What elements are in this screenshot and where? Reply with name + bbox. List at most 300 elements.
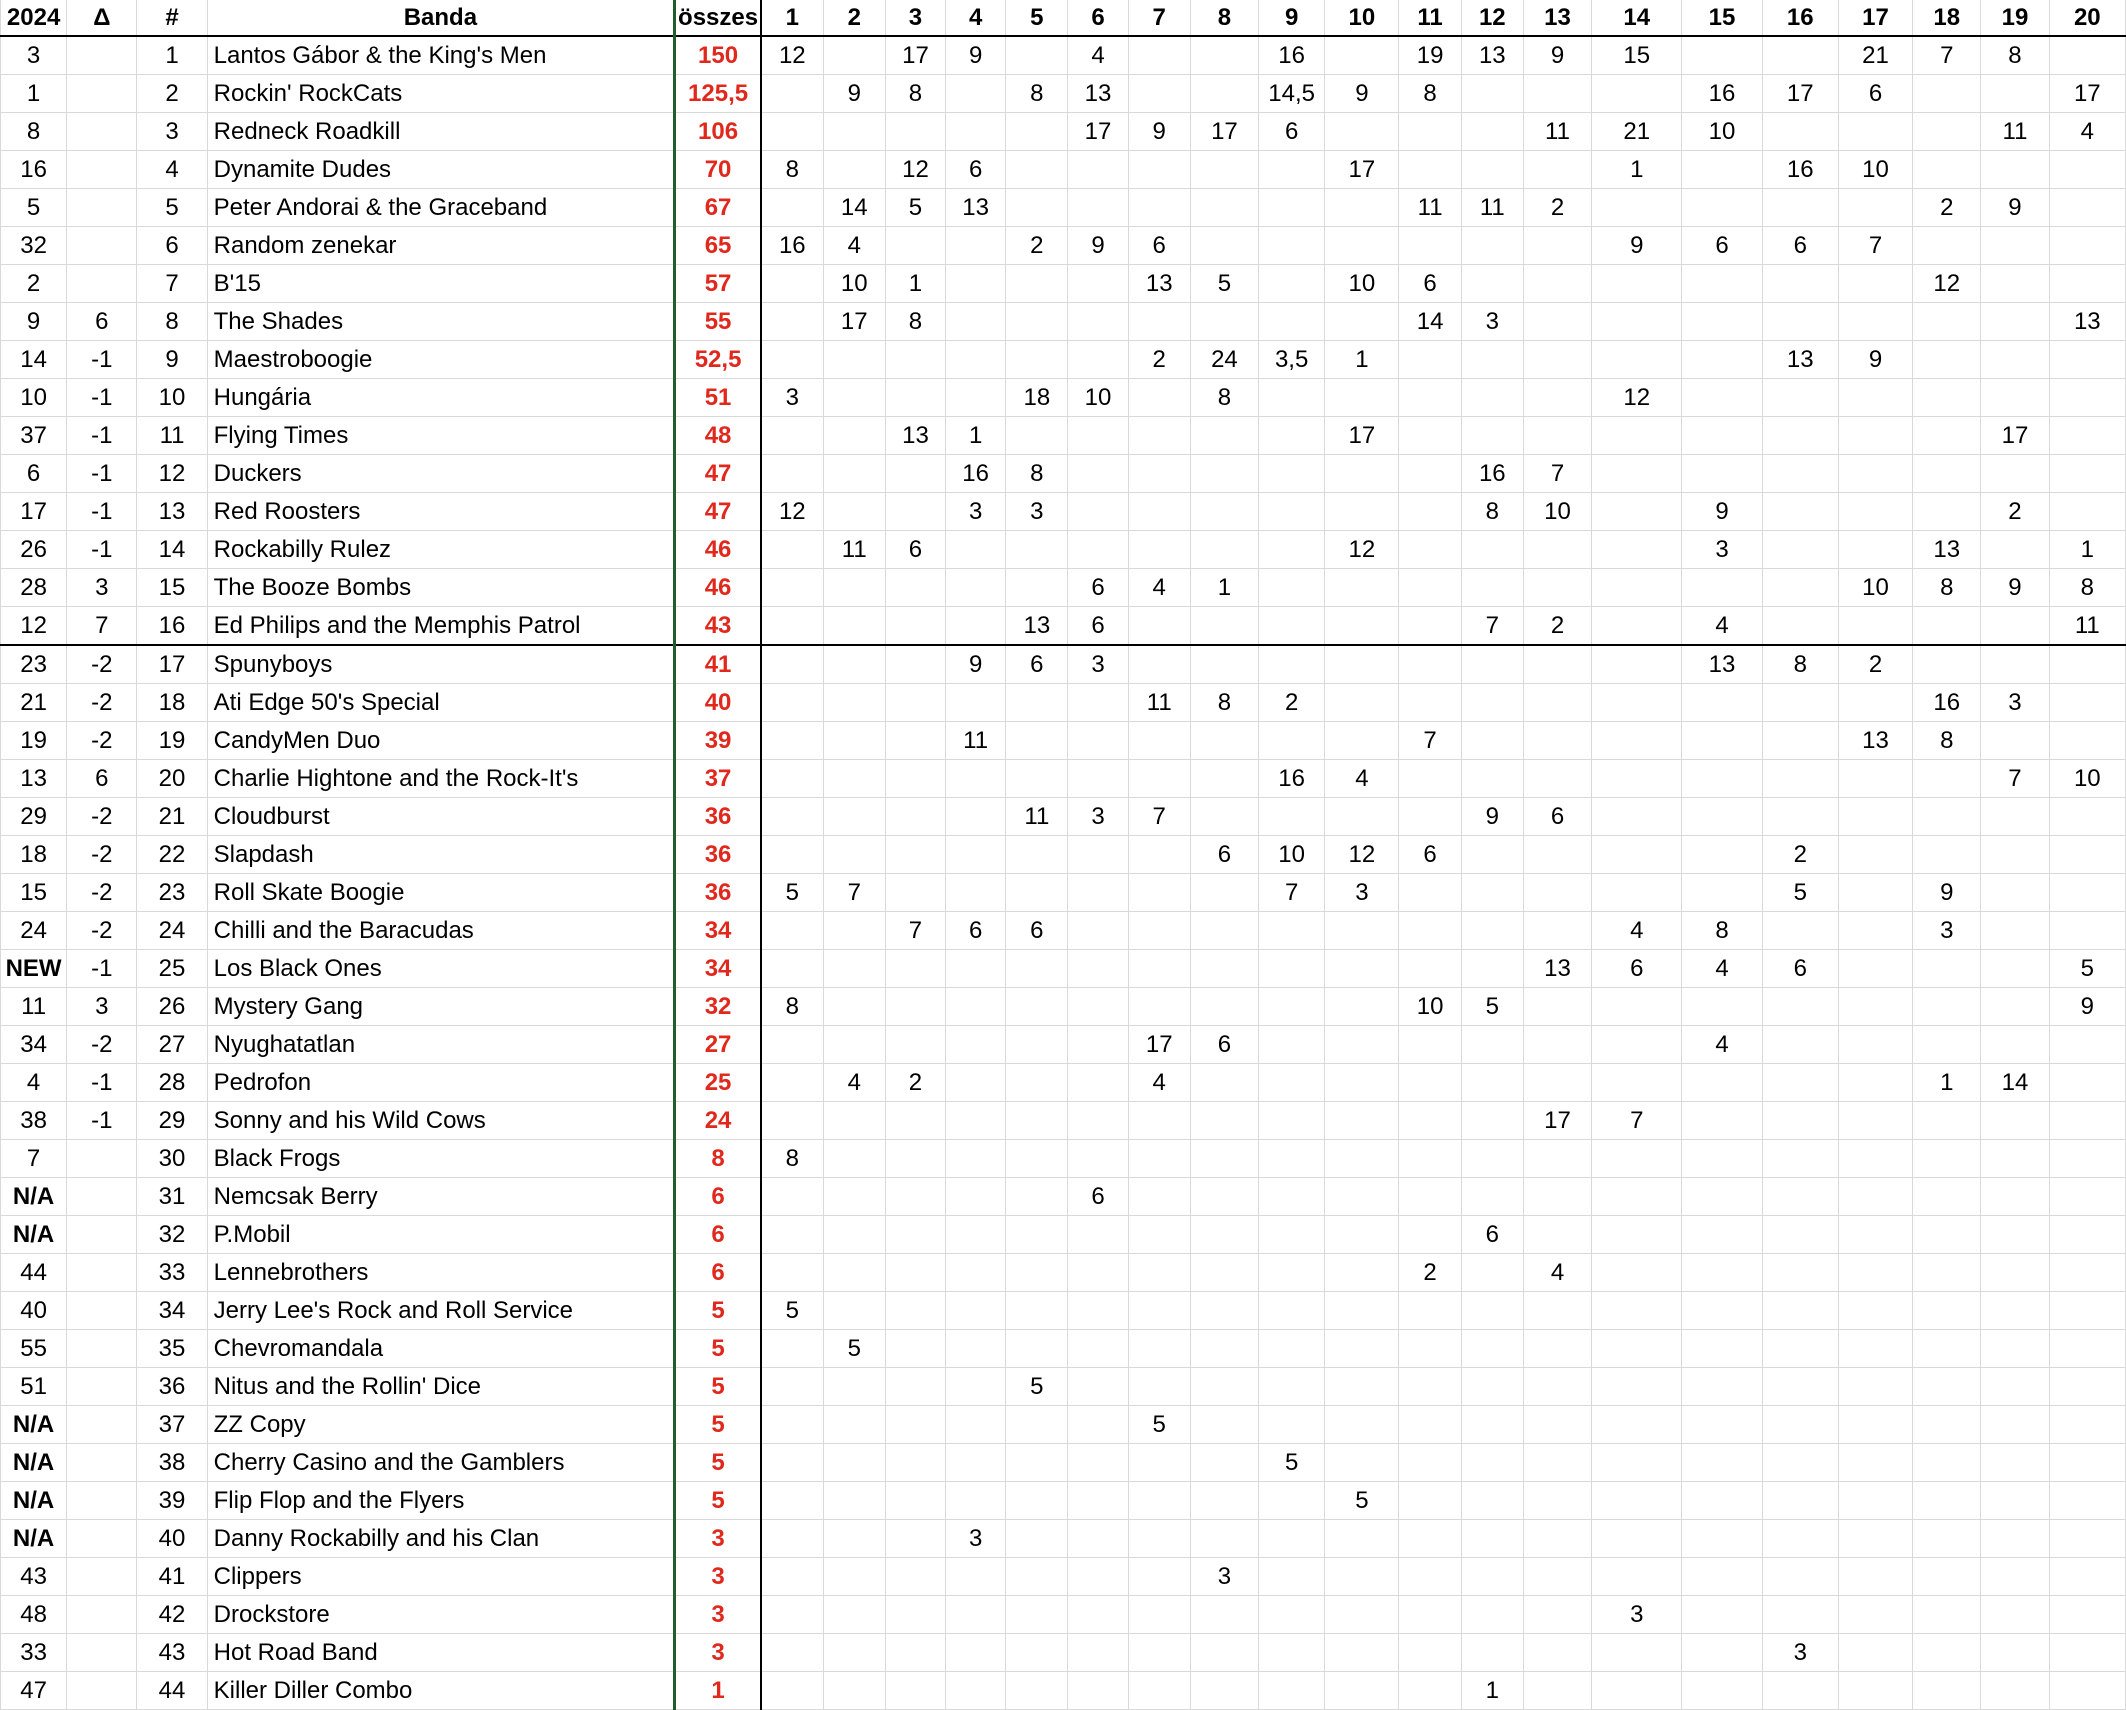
cell-round-15[interactable]: 4 bbox=[1682, 950, 1762, 988]
cell-round-17[interactable] bbox=[1838, 1520, 1912, 1558]
cell-round-5[interactable]: 3 bbox=[1006, 493, 1068, 531]
cell-round-15[interactable]: 6 bbox=[1682, 227, 1762, 265]
cell-delta[interactable] bbox=[67, 1216, 137, 1254]
cell-round-4[interactable] bbox=[946, 75, 1006, 113]
cell-round-15[interactable] bbox=[1682, 151, 1762, 189]
cell-round-12[interactable] bbox=[1461, 341, 1523, 379]
cell-round-15[interactable] bbox=[1682, 303, 1762, 341]
cell-delta[interactable] bbox=[67, 1672, 137, 1710]
cell-prev-year[interactable]: 37 bbox=[1, 417, 67, 455]
cell-round-17[interactable] bbox=[1838, 836, 1912, 874]
cell-round-4[interactable] bbox=[946, 684, 1006, 722]
cell-round-5[interactable]: 8 bbox=[1006, 455, 1068, 493]
cell-round-1[interactable] bbox=[761, 1178, 823, 1216]
cell-band[interactable]: Danny Rockabilly and his Clan bbox=[207, 1520, 675, 1558]
cell-prev-year[interactable]: 13 bbox=[1, 760, 67, 798]
cell-round-9[interactable]: 14,5 bbox=[1259, 75, 1325, 113]
cell-round-4[interactable] bbox=[946, 798, 1006, 836]
header-round-14[interactable]: 14 bbox=[1592, 0, 1682, 36]
cell-round-5[interactable] bbox=[1006, 341, 1068, 379]
cell-round-13[interactable] bbox=[1523, 303, 1591, 341]
cell-round-1[interactable] bbox=[761, 684, 823, 722]
cell-round-6[interactable] bbox=[1068, 1596, 1128, 1634]
cell-round-16[interactable] bbox=[1762, 1482, 1838, 1520]
cell-round-6[interactable] bbox=[1068, 1406, 1128, 1444]
cell-band[interactable]: Ed Philips and the Memphis Patrol bbox=[207, 607, 675, 646]
cell-prev-year[interactable]: 40 bbox=[1, 1292, 67, 1330]
cell-rank[interactable]: 17 bbox=[137, 645, 207, 684]
cell-total[interactable]: 3 bbox=[675, 1558, 761, 1596]
cell-round-5[interactable] bbox=[1006, 874, 1068, 912]
cell-round-16[interactable] bbox=[1762, 379, 1838, 417]
header-round-4[interactable]: 4 bbox=[946, 0, 1006, 36]
header-round-18[interactable]: 18 bbox=[1913, 0, 1981, 36]
cell-round-18[interactable] bbox=[1913, 1558, 1981, 1596]
cell-round-5[interactable]: 11 bbox=[1006, 798, 1068, 836]
cell-round-20[interactable] bbox=[2049, 645, 2125, 684]
cell-round-6[interactable]: 13 bbox=[1068, 75, 1128, 113]
cell-band[interactable]: Flying Times bbox=[207, 417, 675, 455]
cell-round-13[interactable] bbox=[1523, 265, 1591, 303]
cell-round-17[interactable] bbox=[1838, 455, 1912, 493]
cell-round-10[interactable] bbox=[1325, 950, 1399, 988]
cell-rank[interactable]: 31 bbox=[137, 1178, 207, 1216]
cell-round-6[interactable] bbox=[1068, 189, 1128, 227]
cell-round-11[interactable] bbox=[1399, 455, 1461, 493]
cell-total[interactable]: 47 bbox=[675, 455, 761, 493]
cell-round-7[interactable]: 13 bbox=[1128, 265, 1190, 303]
cell-round-19[interactable] bbox=[1981, 1672, 2049, 1710]
cell-round-20[interactable] bbox=[2049, 341, 2125, 379]
cell-band[interactable]: Lantos Gábor & the King's Men bbox=[207, 36, 675, 75]
cell-round-3[interactable] bbox=[885, 1026, 945, 1064]
cell-delta[interactable]: -2 bbox=[67, 874, 137, 912]
cell-round-15[interactable] bbox=[1682, 1216, 1762, 1254]
cell-round-3[interactable] bbox=[885, 455, 945, 493]
cell-round-14[interactable] bbox=[1592, 303, 1682, 341]
cell-round-13[interactable] bbox=[1523, 379, 1591, 417]
cell-rank[interactable]: 44 bbox=[137, 1672, 207, 1710]
cell-total[interactable]: 5 bbox=[675, 1444, 761, 1482]
cell-round-5[interactable] bbox=[1006, 303, 1068, 341]
cell-round-11[interactable] bbox=[1399, 1558, 1461, 1596]
cell-round-8[interactable] bbox=[1190, 1102, 1258, 1140]
cell-round-16[interactable] bbox=[1762, 493, 1838, 531]
cell-round-13[interactable] bbox=[1523, 645, 1591, 684]
cell-total[interactable]: 39 bbox=[675, 722, 761, 760]
cell-round-14[interactable] bbox=[1592, 1444, 1682, 1482]
cell-round-7[interactable] bbox=[1128, 836, 1190, 874]
cell-rank[interactable]: 43 bbox=[137, 1634, 207, 1672]
cell-round-15[interactable]: 4 bbox=[1682, 1026, 1762, 1064]
cell-round-17[interactable] bbox=[1838, 1216, 1912, 1254]
cell-band[interactable]: Rockabilly Rulez bbox=[207, 531, 675, 569]
cell-round-11[interactable] bbox=[1399, 1216, 1461, 1254]
cell-round-4[interactable] bbox=[946, 531, 1006, 569]
cell-round-5[interactable]: 6 bbox=[1006, 912, 1068, 950]
cell-delta[interactable] bbox=[67, 1368, 137, 1406]
cell-round-10[interactable] bbox=[1325, 607, 1399, 646]
cell-round-7[interactable] bbox=[1128, 1672, 1190, 1710]
cell-round-4[interactable] bbox=[946, 1558, 1006, 1596]
cell-round-12[interactable]: 6 bbox=[1461, 1216, 1523, 1254]
cell-round-20[interactable]: 11 bbox=[2049, 607, 2125, 646]
cell-round-15[interactable] bbox=[1682, 1102, 1762, 1140]
cell-round-14[interactable] bbox=[1592, 569, 1682, 607]
cell-round-2[interactable] bbox=[823, 1558, 885, 1596]
cell-delta[interactable]: -2 bbox=[67, 684, 137, 722]
cell-round-7[interactable] bbox=[1128, 988, 1190, 1026]
cell-round-5[interactable] bbox=[1006, 151, 1068, 189]
cell-round-7[interactable] bbox=[1128, 1292, 1190, 1330]
cell-round-4[interactable] bbox=[946, 1178, 1006, 1216]
cell-round-14[interactable] bbox=[1592, 722, 1682, 760]
cell-round-6[interactable] bbox=[1068, 151, 1128, 189]
cell-prev-year[interactable]: 23 bbox=[1, 645, 67, 684]
cell-round-7[interactable] bbox=[1128, 417, 1190, 455]
cell-round-3[interactable] bbox=[885, 1444, 945, 1482]
cell-prev-year[interactable]: 44 bbox=[1, 1254, 67, 1292]
cell-round-10[interactable] bbox=[1325, 722, 1399, 760]
cell-round-13[interactable] bbox=[1523, 75, 1591, 113]
cell-round-8[interactable] bbox=[1190, 798, 1258, 836]
cell-round-7[interactable] bbox=[1128, 531, 1190, 569]
cell-delta[interactable]: -2 bbox=[67, 912, 137, 950]
cell-round-1[interactable]: 5 bbox=[761, 1292, 823, 1330]
cell-round-20[interactable] bbox=[2049, 874, 2125, 912]
cell-round-15[interactable] bbox=[1682, 1368, 1762, 1406]
cell-round-1[interactable] bbox=[761, 75, 823, 113]
cell-round-3[interactable] bbox=[885, 493, 945, 531]
cell-round-20[interactable] bbox=[2049, 379, 2125, 417]
cell-delta[interactable] bbox=[67, 1558, 137, 1596]
cell-round-6[interactable] bbox=[1068, 1520, 1128, 1558]
cell-round-2[interactable] bbox=[823, 1596, 885, 1634]
cell-round-9[interactable]: 3,5 bbox=[1259, 341, 1325, 379]
cell-round-19[interactable]: 3 bbox=[1981, 684, 2049, 722]
cell-delta[interactable]: -1 bbox=[67, 493, 137, 531]
cell-round-5[interactable] bbox=[1006, 1672, 1068, 1710]
cell-round-11[interactable] bbox=[1399, 113, 1461, 151]
cell-round-19[interactable] bbox=[1981, 1292, 2049, 1330]
cell-band[interactable]: Drockstore bbox=[207, 1596, 675, 1634]
cell-round-20[interactable]: 4 bbox=[2049, 113, 2125, 151]
cell-round-6[interactable] bbox=[1068, 1064, 1128, 1102]
cell-rank[interactable]: 3 bbox=[137, 113, 207, 151]
cell-delta[interactable]: 3 bbox=[67, 988, 137, 1026]
cell-round-10[interactable]: 12 bbox=[1325, 531, 1399, 569]
cell-round-8[interactable] bbox=[1190, 1406, 1258, 1444]
cell-round-16[interactable] bbox=[1762, 798, 1838, 836]
cell-round-2[interactable] bbox=[823, 493, 885, 531]
cell-round-15[interactable] bbox=[1682, 1482, 1762, 1520]
cell-round-14[interactable] bbox=[1592, 1482, 1682, 1520]
cell-band[interactable]: Clippers bbox=[207, 1558, 675, 1596]
cell-round-15[interactable] bbox=[1682, 569, 1762, 607]
cell-total[interactable]: 6 bbox=[675, 1216, 761, 1254]
cell-round-5[interactable] bbox=[1006, 1254, 1068, 1292]
cell-round-3[interactable]: 5 bbox=[885, 189, 945, 227]
cell-round-16[interactable] bbox=[1762, 607, 1838, 646]
cell-band[interactable]: Peter Andorai & the Graceband bbox=[207, 189, 675, 227]
cell-round-4[interactable] bbox=[946, 1444, 1006, 1482]
cell-round-18[interactable] bbox=[1913, 1520, 1981, 1558]
cell-rank[interactable]: 32 bbox=[137, 1216, 207, 1254]
cell-round-18[interactable]: 8 bbox=[1913, 722, 1981, 760]
cell-round-9[interactable] bbox=[1259, 455, 1325, 493]
cell-round-13[interactable] bbox=[1523, 151, 1591, 189]
cell-round-8[interactable] bbox=[1190, 1254, 1258, 1292]
cell-prev-year[interactable]: 48 bbox=[1, 1596, 67, 1634]
cell-round-19[interactable] bbox=[1981, 455, 2049, 493]
cell-delta[interactable]: -2 bbox=[67, 722, 137, 760]
cell-band[interactable]: Hot Road Band bbox=[207, 1634, 675, 1672]
cell-round-1[interactable]: 3 bbox=[761, 379, 823, 417]
cell-round-4[interactable] bbox=[946, 950, 1006, 988]
cell-round-9[interactable] bbox=[1259, 1216, 1325, 1254]
cell-round-10[interactable]: 1 bbox=[1325, 341, 1399, 379]
header-year[interactable]: 2024 bbox=[1, 0, 67, 36]
cell-round-2[interactable] bbox=[823, 645, 885, 684]
cell-round-11[interactable]: 11 bbox=[1399, 189, 1461, 227]
cell-round-7[interactable] bbox=[1128, 75, 1190, 113]
cell-round-18[interactable] bbox=[1913, 1292, 1981, 1330]
cell-round-16[interactable] bbox=[1762, 455, 1838, 493]
cell-round-19[interactable]: 9 bbox=[1981, 189, 2049, 227]
cell-round-17[interactable] bbox=[1838, 1482, 1912, 1520]
cell-round-2[interactable]: 17 bbox=[823, 303, 885, 341]
cell-round-3[interactable] bbox=[885, 1634, 945, 1672]
cell-round-8[interactable]: 3 bbox=[1190, 1558, 1258, 1596]
cell-rank[interactable]: 16 bbox=[137, 607, 207, 646]
cell-total[interactable]: 25 bbox=[675, 1064, 761, 1102]
header-round-12[interactable]: 12 bbox=[1461, 0, 1523, 36]
cell-round-3[interactable] bbox=[885, 1178, 945, 1216]
cell-round-14[interactable] bbox=[1592, 645, 1682, 684]
cell-round-7[interactable] bbox=[1128, 722, 1190, 760]
cell-round-17[interactable] bbox=[1838, 1140, 1912, 1178]
cell-round-9[interactable]: 7 bbox=[1259, 874, 1325, 912]
cell-round-16[interactable] bbox=[1762, 1672, 1838, 1710]
cell-delta[interactable] bbox=[67, 151, 137, 189]
cell-total[interactable]: 24 bbox=[675, 1102, 761, 1140]
cell-round-7[interactable] bbox=[1128, 151, 1190, 189]
cell-round-10[interactable] bbox=[1325, 1026, 1399, 1064]
cell-round-9[interactable] bbox=[1259, 1330, 1325, 1368]
cell-round-8[interactable] bbox=[1190, 531, 1258, 569]
cell-round-7[interactable] bbox=[1128, 607, 1190, 646]
cell-round-11[interactable] bbox=[1399, 493, 1461, 531]
cell-round-3[interactable] bbox=[885, 1672, 945, 1710]
cell-round-14[interactable] bbox=[1592, 265, 1682, 303]
cell-round-16[interactable]: 5 bbox=[1762, 874, 1838, 912]
cell-round-20[interactable] bbox=[2049, 1140, 2125, 1178]
cell-round-2[interactable] bbox=[823, 341, 885, 379]
cell-round-3[interactable] bbox=[885, 1406, 945, 1444]
cell-round-20[interactable]: 9 bbox=[2049, 988, 2125, 1026]
cell-round-3[interactable] bbox=[885, 1292, 945, 1330]
cell-delta[interactable] bbox=[67, 1406, 137, 1444]
cell-round-12[interactable] bbox=[1461, 1444, 1523, 1482]
cell-round-1[interactable] bbox=[761, 1216, 823, 1254]
cell-round-8[interactable] bbox=[1190, 1596, 1258, 1634]
cell-band[interactable]: CandyMen Duo bbox=[207, 722, 675, 760]
cell-round-7[interactable] bbox=[1128, 1216, 1190, 1254]
cell-round-8[interactable] bbox=[1190, 493, 1258, 531]
cell-round-6[interactable] bbox=[1068, 1558, 1128, 1596]
cell-round-20[interactable] bbox=[2049, 1102, 2125, 1140]
cell-round-16[interactable] bbox=[1762, 189, 1838, 227]
cell-round-2[interactable] bbox=[823, 36, 885, 75]
cell-round-17[interactable]: 6 bbox=[1838, 75, 1912, 113]
cell-round-7[interactable] bbox=[1128, 645, 1190, 684]
cell-round-10[interactable] bbox=[1325, 1558, 1399, 1596]
cell-band[interactable]: Cloudburst bbox=[207, 798, 675, 836]
cell-round-7[interactable] bbox=[1128, 1140, 1190, 1178]
cell-round-2[interactable] bbox=[823, 1140, 885, 1178]
cell-round-19[interactable] bbox=[1981, 1178, 2049, 1216]
cell-prev-year[interactable]: 26 bbox=[1, 531, 67, 569]
cell-round-5[interactable] bbox=[1006, 1292, 1068, 1330]
cell-round-18[interactable] bbox=[1913, 1596, 1981, 1634]
cell-round-12[interactable] bbox=[1461, 113, 1523, 151]
cell-round-6[interactable]: 10 bbox=[1068, 379, 1128, 417]
cell-round-1[interactable] bbox=[761, 645, 823, 684]
header-round-6[interactable]: 6 bbox=[1068, 0, 1128, 36]
cell-round-3[interactable]: 8 bbox=[885, 75, 945, 113]
cell-prev-year[interactable]: NEW bbox=[1, 950, 67, 988]
cell-round-5[interactable] bbox=[1006, 113, 1068, 151]
cell-round-15[interactable]: 8 bbox=[1682, 912, 1762, 950]
cell-round-12[interactable] bbox=[1461, 417, 1523, 455]
cell-round-13[interactable] bbox=[1523, 1026, 1591, 1064]
cell-round-11[interactable] bbox=[1399, 1330, 1461, 1368]
cell-prev-year[interactable]: 34 bbox=[1, 1026, 67, 1064]
cell-round-4[interactable]: 9 bbox=[946, 36, 1006, 75]
cell-round-19[interactable] bbox=[1981, 1444, 2049, 1482]
cell-round-5[interactable] bbox=[1006, 988, 1068, 1026]
cell-round-18[interactable] bbox=[1913, 1178, 1981, 1216]
cell-delta[interactable]: -1 bbox=[67, 417, 137, 455]
cell-round-4[interactable] bbox=[946, 1482, 1006, 1520]
cell-round-8[interactable] bbox=[1190, 912, 1258, 950]
cell-total[interactable]: 67 bbox=[675, 189, 761, 227]
cell-round-4[interactable] bbox=[946, 341, 1006, 379]
cell-round-17[interactable] bbox=[1838, 1026, 1912, 1064]
cell-round-19[interactable] bbox=[1981, 1634, 2049, 1672]
cell-round-8[interactable]: 17 bbox=[1190, 113, 1258, 151]
cell-round-11[interactable] bbox=[1399, 227, 1461, 265]
cell-round-6[interactable] bbox=[1068, 722, 1128, 760]
cell-round-2[interactable] bbox=[823, 798, 885, 836]
cell-round-8[interactable] bbox=[1190, 988, 1258, 1026]
cell-round-16[interactable] bbox=[1762, 1368, 1838, 1406]
cell-prev-year[interactable]: N/A bbox=[1, 1444, 67, 1482]
cell-round-13[interactable] bbox=[1523, 874, 1591, 912]
cell-round-1[interactable] bbox=[761, 1558, 823, 1596]
cell-round-9[interactable]: 6 bbox=[1259, 113, 1325, 151]
cell-round-19[interactable]: 17 bbox=[1981, 417, 2049, 455]
cell-round-11[interactable] bbox=[1399, 1368, 1461, 1406]
cell-round-14[interactable] bbox=[1592, 531, 1682, 569]
cell-round-11[interactable]: 10 bbox=[1399, 988, 1461, 1026]
cell-round-9[interactable] bbox=[1259, 227, 1325, 265]
cell-prev-year[interactable]: 17 bbox=[1, 493, 67, 531]
cell-prev-year[interactable]: 16 bbox=[1, 151, 67, 189]
cell-round-10[interactable] bbox=[1325, 684, 1399, 722]
cell-round-20[interactable] bbox=[2049, 1330, 2125, 1368]
cell-round-9[interactable] bbox=[1259, 417, 1325, 455]
cell-round-12[interactable] bbox=[1461, 1596, 1523, 1634]
cell-round-13[interactable] bbox=[1523, 569, 1591, 607]
cell-round-2[interactable] bbox=[823, 836, 885, 874]
cell-round-20[interactable] bbox=[2049, 1520, 2125, 1558]
cell-round-12[interactable] bbox=[1461, 1558, 1523, 1596]
cell-prev-year[interactable]: 12 bbox=[1, 607, 67, 646]
cell-round-20[interactable] bbox=[2049, 1368, 2125, 1406]
cell-round-2[interactable] bbox=[823, 1520, 885, 1558]
cell-round-3[interactable] bbox=[885, 1254, 945, 1292]
cell-round-10[interactable] bbox=[1325, 1064, 1399, 1102]
cell-round-16[interactable] bbox=[1762, 1140, 1838, 1178]
cell-round-2[interactable] bbox=[823, 1178, 885, 1216]
cell-prev-year[interactable]: 19 bbox=[1, 722, 67, 760]
cell-round-9[interactable] bbox=[1259, 1026, 1325, 1064]
cell-round-15[interactable]: 10 bbox=[1682, 113, 1762, 151]
cell-round-20[interactable] bbox=[2049, 1596, 2125, 1634]
cell-round-13[interactable] bbox=[1523, 912, 1591, 950]
cell-round-9[interactable] bbox=[1259, 722, 1325, 760]
cell-round-19[interactable] bbox=[1981, 1102, 2049, 1140]
cell-round-13[interactable] bbox=[1523, 1368, 1591, 1406]
cell-round-17[interactable] bbox=[1838, 189, 1912, 227]
cell-round-1[interactable] bbox=[761, 1368, 823, 1406]
cell-prev-year[interactable]: 2 bbox=[1, 265, 67, 303]
cell-round-12[interactable] bbox=[1461, 836, 1523, 874]
header-round-13[interactable]: 13 bbox=[1523, 0, 1591, 36]
cell-round-8[interactable] bbox=[1190, 1330, 1258, 1368]
cell-round-16[interactable] bbox=[1762, 1102, 1838, 1140]
cell-rank[interactable]: 14 bbox=[137, 531, 207, 569]
cell-delta[interactable] bbox=[67, 113, 137, 151]
cell-round-15[interactable] bbox=[1682, 874, 1762, 912]
cell-round-4[interactable] bbox=[946, 1634, 1006, 1672]
cell-prev-year[interactable]: 24 bbox=[1, 912, 67, 950]
cell-round-9[interactable]: 10 bbox=[1259, 836, 1325, 874]
cell-round-5[interactable] bbox=[1006, 189, 1068, 227]
cell-round-15[interactable] bbox=[1682, 455, 1762, 493]
cell-round-12[interactable] bbox=[1461, 912, 1523, 950]
cell-round-10[interactable] bbox=[1325, 379, 1399, 417]
cell-round-8[interactable] bbox=[1190, 1292, 1258, 1330]
cell-round-14[interactable] bbox=[1592, 1520, 1682, 1558]
cell-round-16[interactable] bbox=[1762, 531, 1838, 569]
cell-rank[interactable]: 10 bbox=[137, 379, 207, 417]
cell-rank[interactable]: 42 bbox=[137, 1596, 207, 1634]
cell-round-2[interactable] bbox=[823, 1634, 885, 1672]
cell-round-9[interactable] bbox=[1259, 1064, 1325, 1102]
cell-total[interactable]: 3 bbox=[675, 1634, 761, 1672]
cell-round-12[interactable] bbox=[1461, 1482, 1523, 1520]
header-round-16[interactable]: 16 bbox=[1762, 0, 1838, 36]
cell-delta[interactable] bbox=[67, 1178, 137, 1216]
cell-band[interactable]: Hungária bbox=[207, 379, 675, 417]
cell-total[interactable]: 6 bbox=[675, 1254, 761, 1292]
cell-round-8[interactable] bbox=[1190, 760, 1258, 798]
cell-rank[interactable]: 34 bbox=[137, 1292, 207, 1330]
cell-delta[interactable]: -1 bbox=[67, 1064, 137, 1102]
cell-round-17[interactable] bbox=[1838, 607, 1912, 646]
